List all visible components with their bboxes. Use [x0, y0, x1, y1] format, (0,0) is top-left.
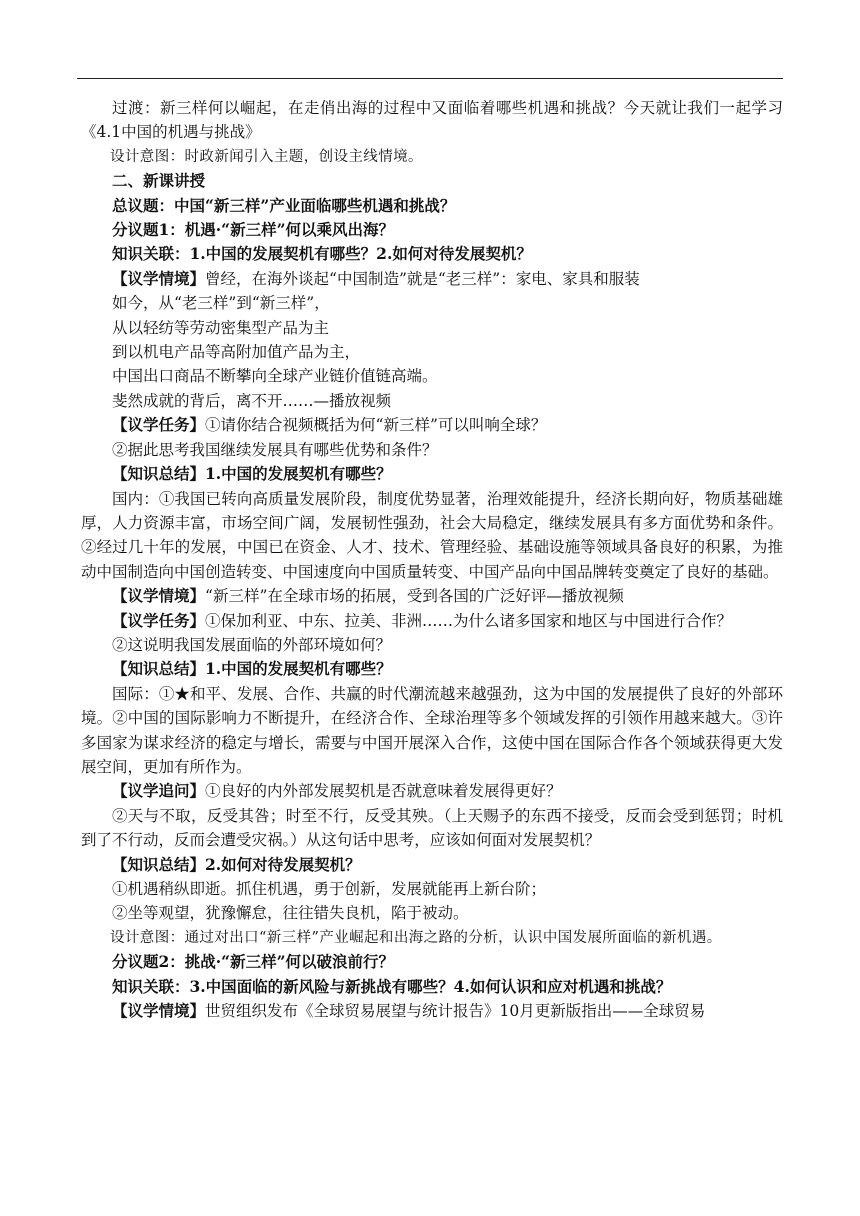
knowledge-summary-3: 【知识总结】2.如何对待发展契机？	[112, 854, 361, 874]
task-1-label: 【议学任务】	[112, 415, 206, 435]
sub-topic-1: 分议题1：机遇·“新三样”何以乘风出海？	[112, 220, 395, 240]
situation-1-text: 曾经，在海外谈起“中国制造”就是“老三样”：家电、家具和服装	[205, 269, 640, 288]
situation-3-label: 【议学情境】	[112, 1001, 206, 1021]
knowledge-summary-1: 【知识总结】1.中国的发展契机有哪些？	[112, 464, 392, 484]
situation-3-text: 世贸组织发布《全球贸易展望与统计报告》10月更新版指出——全球贸易	[205, 1002, 706, 1021]
situation-1-line-2: 如今，从“老三样”到“新三样”，	[112, 294, 330, 313]
situation-1-line-5: 中国出口商品不断攀向全球产业链价值链高端。	[112, 367, 438, 386]
situation-2-label: 【议学情境】	[112, 586, 206, 606]
task-2	[81, 609, 783, 633]
follow-up-label: 【议学追问】	[112, 781, 206, 801]
task-2-line-2: ②这说明我国发展面临的外部环境如何？	[112, 635, 392, 654]
knowledge-link-1: 知识关联：1.中国的发展契机有哪些？2.如何对待发展契机？	[112, 244, 532, 264]
task-1	[81, 413, 783, 437]
task-1-text: ①请你结合视频概括为何“新三样”可以叫响全球？	[205, 416, 547, 435]
section-heading-2: 二、新课讲授	[112, 171, 206, 191]
task-2-text: ①保加利亚、中东、拉美、非洲……为什么诸多国家和地区与中国进行合作？	[205, 611, 733, 630]
knowledge-link-2: 知识关联：3.中国面临的新风险与新挑战有哪些？4.如何认识和应对机遇和挑战？	[112, 976, 672, 996]
summary-3-line-2: ②坐等观望，犹豫懈怠，往往错失良机，陷于被动。	[112, 904, 469, 923]
design-intent-1: 设计意图：时政新闻引入主题，创设主线情境。	[110, 148, 423, 165]
summary-3-line-1: ①机遇稍纵即逝。抓住机遇，勇于创新，发展就能再上新台阶；	[112, 880, 547, 898]
main-topic: 总议题：中国“新三样”产业面临哪些机遇和挑战？	[112, 195, 456, 215]
sub-topic-2: 分议题2：挑战·“新三样”何以破浪前行？	[112, 952, 395, 972]
transition-paragraph: 过渡：新三样何以崛起，在走俏出海的过程中又面临着哪些机遇和挑战？今天就让我们一起学习《4.1中国的机遇与挑战》	[81, 99, 783, 142]
situation-1-line-4: 到以机电产品等高附加值产品为主，	[112, 343, 361, 362]
knowledge-summary-2: 【知识总结】1.中国的发展契机有哪些？	[112, 659, 392, 679]
follow-up-question	[81, 779, 783, 803]
design-intent-2: 设计意图：通过对出口“新三样”产业崛起和出海之路的分析，认识中国发展所面临的新机遇。	[110, 929, 722, 946]
document-body	[81, 96, 783, 1023]
task-1-line-2: ②据此思考我国继续发展具有哪些优势和条件？	[112, 440, 438, 459]
follow-up-line-2: ②天与不取，反受其咎；时至不行，反受其殃。（上天赐予的东西不接受，反而会受到惩罚；时机到了不行动，反而会遭受灾祸。）从这句话中思考，应该如何面对发展契机？	[81, 806, 783, 850]
situation-2	[81, 584, 783, 608]
international-paragraph: 国际：①★和平、发展、合作、共赢的时代潮流越来越强劲，这为中国的发展提供了良好的外部环境。②中国的国际影响力不断提升，在经济合作、全球治理等多个领域发挥的引领作用越来越大。③许多国家为谋求经济的稳定与增长，需要与中国开展深入合作，这使中国在国际合作各个领域获得更大发展空间，更加有所作为。	[81, 684, 783, 776]
task-2-label: 【议学任务】	[112, 610, 206, 630]
follow-up-text: ①良好的内外部发展契机是否就意味着发展得更好？	[205, 782, 562, 801]
domestic-paragraph: 国内：①我国已转向高质量发展阶段，制度优势显著，治理效能提升，经济长期向好，物质基础雄厚，人力资源丰富，市场空间广阔，发展韧性强劲，社会大局稳定，继续发展具有多方面优势和条件。②经过几十年的发展，中国已在资金、人才、技术、管理经验、基础设施等领域具备良好的积累，为推动中国制造向中国创造转变、中国速度向中国质量转变、中国产品向中国品牌转变奠定了良好的基础。	[81, 489, 783, 581]
situation-1-line-6: 斐然成就的背后，离不开……—播放视频	[112, 391, 392, 410]
situation-3	[81, 999, 783, 1023]
situation-2-text: “新三样”在全球市场的拓展，受到各国的广泛好评—播放视频	[205, 587, 624, 606]
situation-1	[81, 267, 783, 291]
situation-1-line-3: 从以轻纺等劳动密集型产品为主	[112, 318, 330, 337]
header-rule	[77, 78, 783, 79]
situation-1-label: 【议学情境】	[112, 268, 206, 288]
